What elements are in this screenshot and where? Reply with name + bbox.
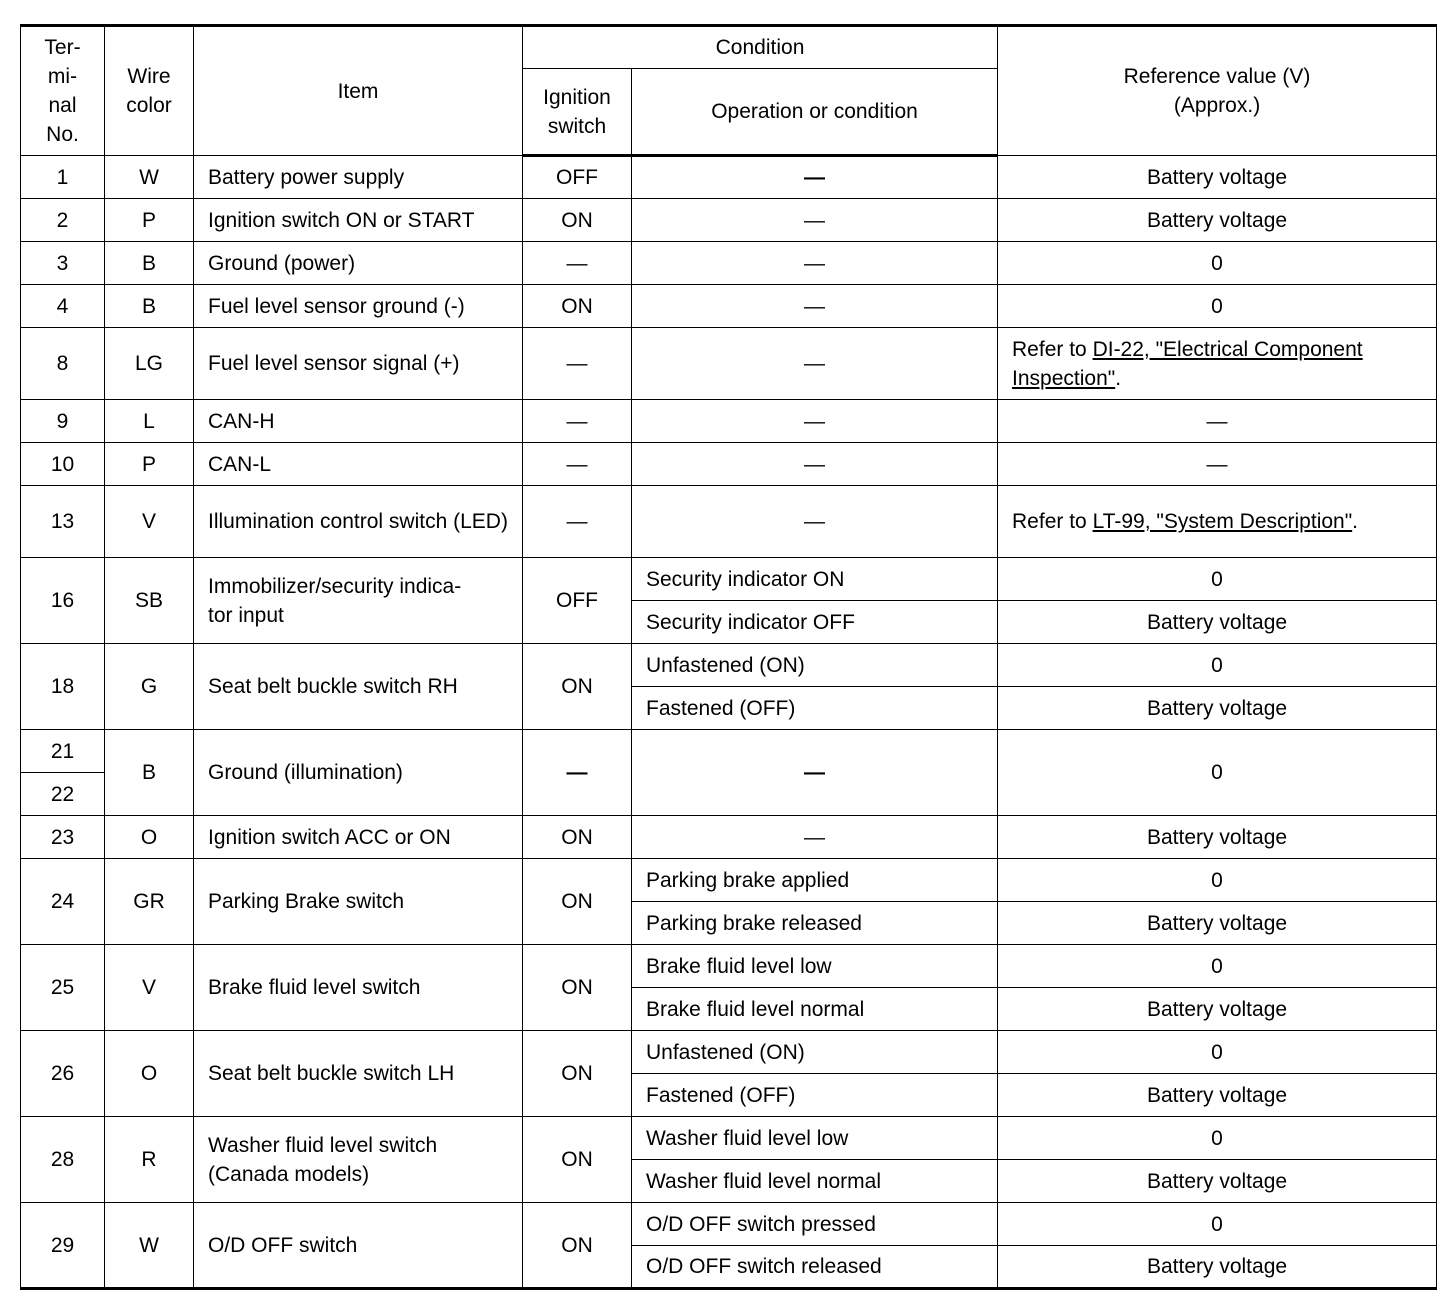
reference-value: 0 <box>998 1203 1437 1246</box>
ignition-switch: — <box>523 486 632 558</box>
item: Fuel level sensor ground (-) <box>194 285 523 328</box>
reference-value: Battery voltage <box>998 816 1437 859</box>
ignition-switch: ON <box>523 1203 632 1289</box>
reference-value: 0 <box>998 1117 1437 1160</box>
header-operation-or-condition: Operation or condition <box>632 69 998 156</box>
ignition-switch: ON <box>523 816 632 859</box>
terminal-no: 28 <box>21 1117 105 1203</box>
table-row <box>21 285 1437 328</box>
table-row <box>21 1117 1437 1160</box>
reference-suffix: . <box>1352 510 1359 533</box>
terminal-no: 13 <box>21 486 105 558</box>
item: Washer fluid level switch (Canada models) <box>194 1117 523 1203</box>
ignition-switch: ON <box>523 1117 632 1203</box>
item: CAN-L <box>194 443 523 486</box>
item: Ground (power) <box>194 242 523 285</box>
ignition-switch: OFF <box>523 156 632 199</box>
reference-value: 0 <box>998 558 1437 601</box>
wire-color: SB <box>105 558 194 644</box>
item: CAN-H <box>194 400 523 443</box>
wire-color: LG <box>105 328 194 400</box>
item: Seat belt buckle switch LH <box>194 1031 523 1117</box>
ignition-switch: ON <box>523 199 632 242</box>
table-row <box>21 400 1437 443</box>
reference-value: 0 <box>998 859 1437 902</box>
item: Brake fluid level switch <box>194 945 523 1031</box>
operation-condition: — <box>632 730 998 816</box>
reference-value: Battery voltage <box>998 199 1437 242</box>
operation-condition: — <box>632 816 998 859</box>
reference-value: Battery voltage <box>998 1246 1437 1289</box>
wire-color: W <box>105 1203 194 1289</box>
operation-condition: — <box>632 328 998 400</box>
reference-prefix: Refer to <box>1012 510 1093 533</box>
reference-value: Battery voltage <box>998 1160 1437 1203</box>
operation-condition: Brake fluid level normal <box>632 988 998 1031</box>
table-row <box>21 328 1437 400</box>
wire-color: L <box>105 400 194 443</box>
table-row <box>21 242 1437 285</box>
ignition-switch: — <box>523 400 632 443</box>
reference-value: 0 <box>998 242 1437 285</box>
header-terminal-no: Ter- mi- nal No. <box>21 26 105 156</box>
reference-value: 0 <box>998 644 1437 687</box>
ignition-switch: ON <box>523 1031 632 1117</box>
reference-value: 0 <box>998 945 1437 988</box>
wire-color: G <box>105 644 194 730</box>
operation-condition: Unfastened (ON) <box>632 1031 998 1074</box>
table-row <box>21 558 1437 601</box>
wire-color: GR <box>105 859 194 945</box>
wire-color: P <box>105 199 194 242</box>
table-row <box>21 730 1437 773</box>
ignition-switch: — <box>523 242 632 285</box>
ignition-switch: — <box>523 730 632 816</box>
wire-color: B <box>105 242 194 285</box>
header-item: Item <box>194 26 523 156</box>
operation-condition: — <box>632 242 998 285</box>
header-ignition-switch: Ignition switch <box>523 69 632 156</box>
reference-value <box>998 328 1437 400</box>
reference-link[interactable]: LT-99, "System Description" <box>1092 510 1353 533</box>
reference-value: Battery voltage <box>998 156 1437 199</box>
operation-condition: Security indicator ON <box>632 558 998 601</box>
ignition-switch: — <box>523 443 632 486</box>
reference-value: Battery voltage <box>998 687 1437 730</box>
item: Parking Brake switch <box>194 859 523 945</box>
item: Immobilizer/security indica- tor input <box>194 558 523 644</box>
terminal-no: 4 <box>21 285 105 328</box>
reference-suffix: . <box>1115 366 1122 390</box>
item: O/D OFF switch <box>194 1203 523 1289</box>
reference-value: Battery voltage <box>998 902 1437 945</box>
table-row <box>21 1203 1437 1246</box>
operation-condition: O/D OFF switch pressed <box>632 1203 998 1246</box>
item: Ignition switch ACC or ON <box>194 816 523 859</box>
wire-color: V <box>105 945 194 1031</box>
table-row <box>21 443 1437 486</box>
terminal-no: 1 <box>21 156 105 199</box>
terminal-no: 23 <box>21 816 105 859</box>
reference-value: 0 <box>998 1031 1437 1074</box>
wire-color: O <box>105 816 194 859</box>
ignition-switch: OFF <box>523 558 632 644</box>
item: Seat belt buckle switch RH <box>194 644 523 730</box>
operation-condition: Fastened (OFF) <box>632 687 998 730</box>
terminal-no: 24 <box>21 859 105 945</box>
operation-condition: Fastened (OFF) <box>632 1074 998 1117</box>
reference-value: — <box>998 443 1437 486</box>
ignition-switch: ON <box>523 945 632 1031</box>
terminal-no: 3 <box>21 242 105 285</box>
ignition-switch: ON <box>523 644 632 730</box>
terminal-reference-table-container <box>20 24 1436 1290</box>
terminal-no: 21 <box>21 730 105 773</box>
ignition-switch: ON <box>523 285 632 328</box>
header-reference-value: Reference value (V) (Approx.) <box>998 26 1437 156</box>
terminal-no: 2 <box>21 199 105 242</box>
item: Illumination control switch (LED) <box>194 486 523 558</box>
reference-value: Battery voltage <box>998 988 1437 1031</box>
header-wire-color: Wire color <box>105 26 194 156</box>
terminal-no: 10 <box>21 443 105 486</box>
table-row <box>21 486 1437 558</box>
wire-color: B <box>105 285 194 328</box>
terminal-no: 22 <box>21 773 105 816</box>
table-row <box>21 945 1437 988</box>
terminal-no: 29 <box>21 1203 105 1289</box>
wire-color: O <box>105 1031 194 1117</box>
table-row <box>21 199 1437 242</box>
terminal-no: 9 <box>21 400 105 443</box>
ignition-switch: — <box>523 328 632 400</box>
item: Fuel level sensor signal (+) <box>194 328 523 400</box>
wire-color: R <box>105 1117 194 1203</box>
operation-condition: Unfastened (ON) <box>632 644 998 687</box>
reference-link[interactable]: DI-22, "Electrical Component Inspection" <box>1012 337 1363 390</box>
terminal-no: 26 <box>21 1031 105 1117</box>
operation-condition: — <box>632 199 998 242</box>
header-condition: Condition <box>523 26 998 69</box>
reference-prefix: Refer to <box>1012 337 1093 361</box>
operation-condition: O/D OFF switch released <box>632 1246 998 1289</box>
operation-condition: — <box>632 156 998 199</box>
wire-color: B <box>105 730 194 816</box>
terminal-no: 8 <box>21 328 105 400</box>
item: Battery power supply <box>194 156 523 199</box>
operation-condition: Parking brake applied <box>632 859 998 902</box>
terminal-reference-table <box>20 24 1437 1290</box>
operation-condition: — <box>632 400 998 443</box>
operation-condition: Brake fluid level low <box>632 945 998 988</box>
table-row <box>21 859 1437 902</box>
operation-condition: Security indicator OFF <box>632 601 998 644</box>
reference-value: 0 <box>998 285 1437 328</box>
operation-condition: — <box>632 443 998 486</box>
table-row <box>21 156 1437 199</box>
operation-condition: Parking brake released <box>632 902 998 945</box>
ignition-switch: ON <box>523 859 632 945</box>
reference-value: Battery voltage <box>998 1074 1437 1117</box>
terminal-no: 25 <box>21 945 105 1031</box>
operation-condition: — <box>632 285 998 328</box>
reference-value: Battery voltage <box>998 601 1437 644</box>
table-row <box>21 1031 1437 1074</box>
terminal-no: 16 <box>21 558 105 644</box>
operation-condition: — <box>632 486 998 558</box>
item: Ignition switch ON or START <box>194 199 523 242</box>
table-body <box>21 156 1437 1289</box>
item: Ground (illumination) <box>194 730 523 816</box>
wire-color: W <box>105 156 194 199</box>
wire-color: P <box>105 443 194 486</box>
table-row <box>21 816 1437 859</box>
table-row <box>21 644 1437 687</box>
reference-value: 0 <box>998 730 1437 816</box>
operation-condition: Washer fluid level normal <box>632 1160 998 1203</box>
operation-condition: Washer fluid level low <box>632 1117 998 1160</box>
reference-value: — <box>998 400 1437 443</box>
terminal-no: 18 <box>21 644 105 730</box>
wire-color: V <box>105 486 194 558</box>
reference-value <box>998 486 1437 558</box>
